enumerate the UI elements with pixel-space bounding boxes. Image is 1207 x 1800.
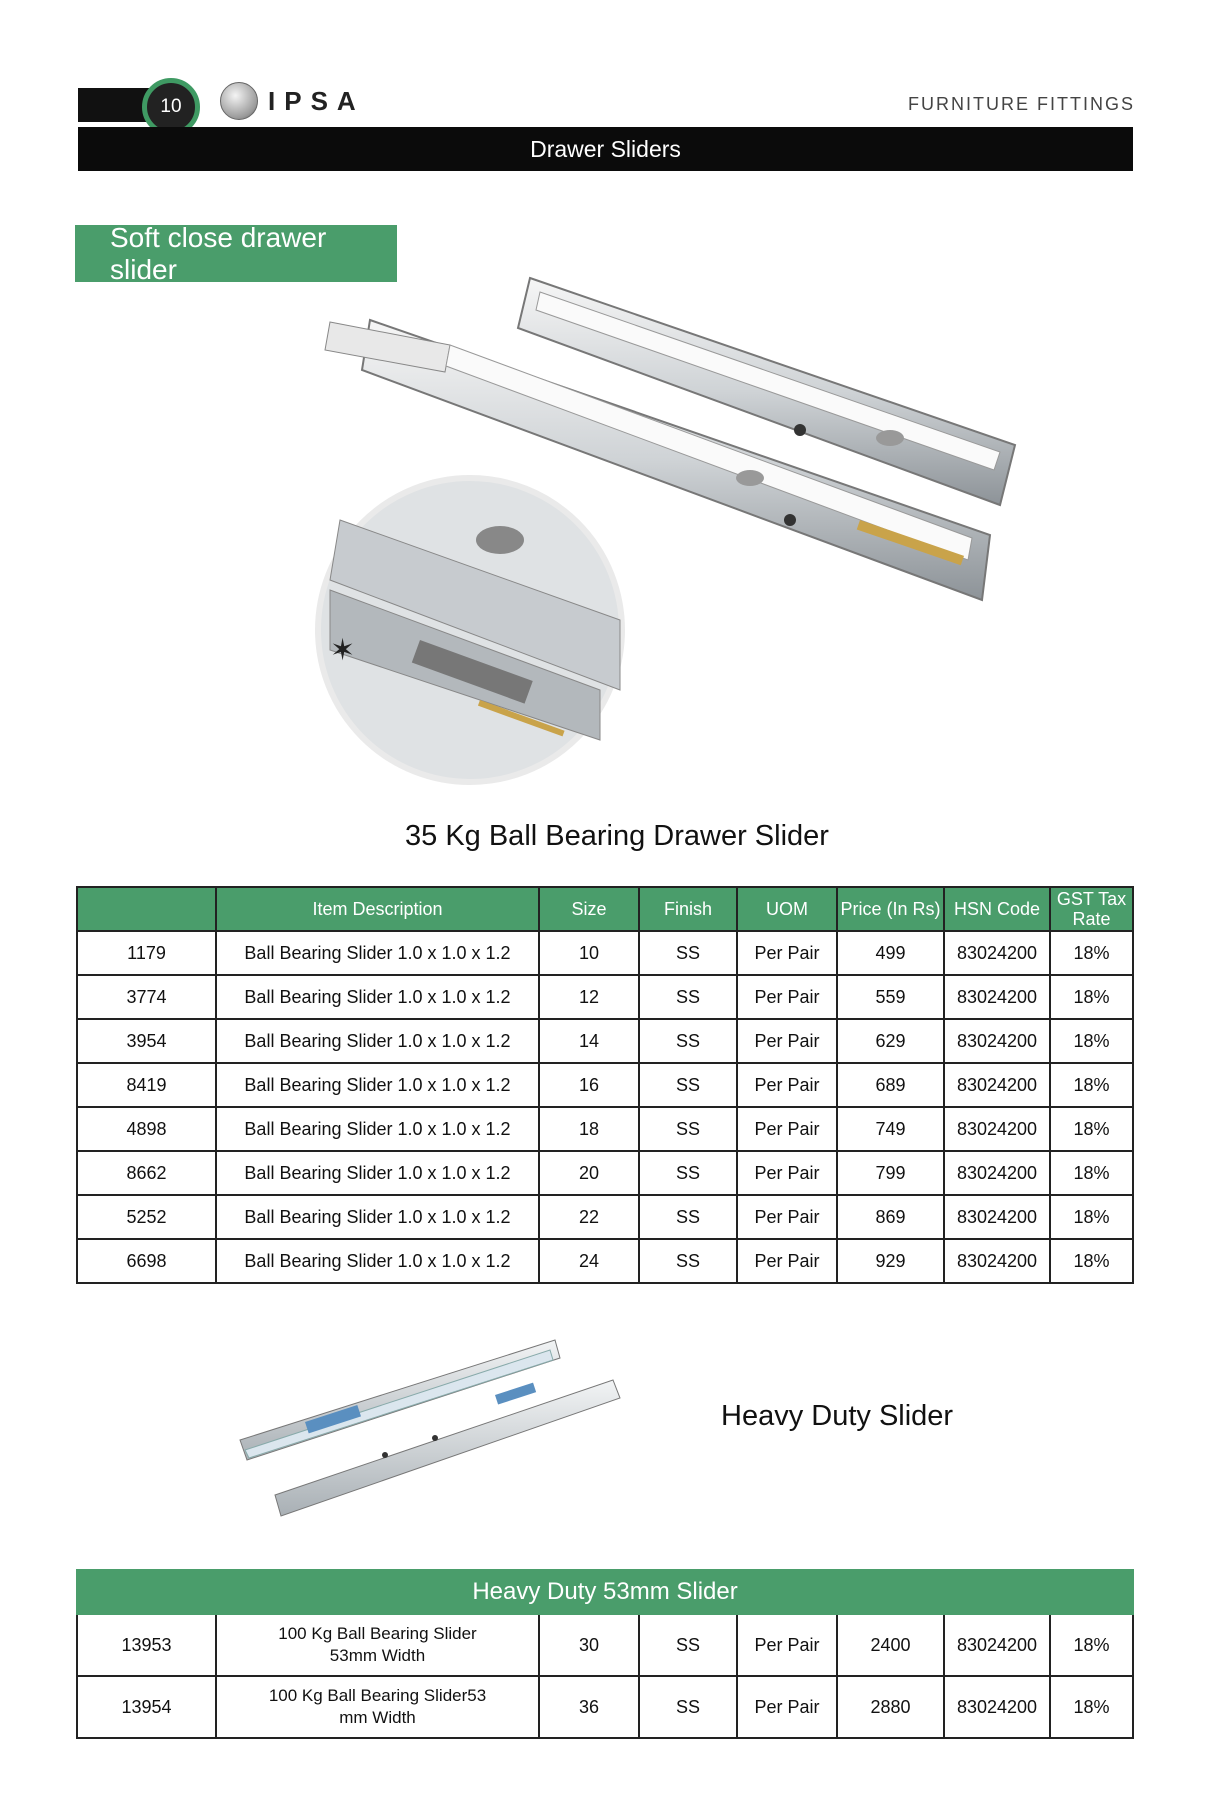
- cell-finish: SS: [639, 1239, 737, 1283]
- product1-title: 35 Kg Ball Bearing Drawer Slider: [405, 820, 829, 852]
- cell-size: 18: [539, 1107, 639, 1151]
- cell-finish: SS: [639, 1614, 737, 1676]
- table-row: [77, 975, 1133, 1019]
- cell-size: 12: [539, 975, 639, 1019]
- cell-desc: Ball Bearing Slider 1.0 x 1.0 x 1.2: [216, 1195, 539, 1239]
- cell-uom: Per Pair: [737, 975, 837, 1019]
- cell-gst: 18%: [1050, 1019, 1133, 1063]
- heavy-duty-table-title: Heavy Duty 53mm Slider: [77, 1570, 1133, 1614]
- cell-gst: 18%: [1050, 1614, 1133, 1676]
- svg-text:✶: ✶: [330, 633, 356, 668]
- col-header-description: Item Description: [216, 887, 539, 931]
- cell-hsn: 83024200: [944, 1676, 1050, 1738]
- col-header-price: Price (In Rs): [837, 887, 944, 931]
- table-row: [77, 1614, 1133, 1676]
- table-row: [77, 1195, 1133, 1239]
- table-row: [77, 1151, 1133, 1195]
- cell-price: 929: [837, 1239, 944, 1283]
- cell-code: 4898: [77, 1107, 216, 1151]
- cell-code: 8662: [77, 1151, 216, 1195]
- product2-title: Heavy Duty Slider: [721, 1400, 954, 1432]
- cell-gst: 18%: [1050, 1676, 1133, 1738]
- cell-gst: 18%: [1050, 1239, 1133, 1283]
- cell-price: 2880: [837, 1676, 944, 1738]
- table-row: [77, 931, 1133, 975]
- cell-price: 869: [837, 1195, 944, 1239]
- desc-line-2: 53mm Width: [329, 1646, 426, 1665]
- cell-code: 8419: [77, 1063, 216, 1107]
- cell-desc: [216, 1614, 539, 1676]
- soft-close-slider-image: [300, 270, 1020, 790]
- cell-size: 16: [539, 1063, 639, 1107]
- cell-uom: Per Pair: [737, 1195, 837, 1239]
- cell-price: 559: [837, 975, 944, 1019]
- col-header-code: [77, 887, 216, 931]
- col-header-finish: Finish: [639, 887, 737, 931]
- cell-hsn: 83024200: [944, 1107, 1050, 1151]
- cell-hsn: 83024200: [944, 1614, 1050, 1676]
- cell-hsn: 83024200: [944, 931, 1050, 975]
- cell-desc: [216, 1676, 539, 1738]
- cell-gst: 18%: [1050, 975, 1133, 1019]
- cell-hsn: 83024200: [944, 1063, 1050, 1107]
- soft-close-price-table: [76, 886, 1134, 1284]
- cell-code: 1179: [77, 931, 216, 975]
- cell-size: 24: [539, 1239, 639, 1283]
- cell-code: 3774: [77, 975, 216, 1019]
- col-header-uom: UOM: [737, 887, 837, 931]
- heavy-duty-price-table: [76, 1569, 1134, 1739]
- table-row: [77, 1107, 1133, 1151]
- cell-desc: Ball Bearing Slider 1.0 x 1.0 x 1.2: [216, 1151, 539, 1195]
- cell-price: 749: [837, 1107, 944, 1151]
- cell-code: 6698: [77, 1239, 216, 1283]
- cell-hsn: 83024200: [944, 1151, 1050, 1195]
- category-badge: Soft close drawer slider: [75, 225, 397, 282]
- heavy-duty-slider-image: [235, 1330, 635, 1540]
- cell-size: 20: [539, 1151, 639, 1195]
- cell-hsn: 83024200: [944, 1019, 1050, 1063]
- cell-code: 5252: [77, 1195, 216, 1239]
- cell-finish: SS: [639, 1676, 737, 1738]
- cell-size: 36: [539, 1676, 639, 1738]
- cell-uom: Per Pair: [737, 1063, 837, 1107]
- desc-line-1: 100 Kg Ball Bearing Slider53: [268, 1686, 487, 1705]
- cell-gst: 18%: [1050, 1107, 1133, 1151]
- cell-finish: SS: [639, 975, 737, 1019]
- cell-gst: 18%: [1050, 1151, 1133, 1195]
- cell-uom: Per Pair: [737, 1151, 837, 1195]
- cell-size: 22: [539, 1195, 639, 1239]
- cell-hsn: 83024200: [944, 975, 1050, 1019]
- ipsa-logo-icon: [220, 82, 258, 120]
- cell-price: 799: [837, 1151, 944, 1195]
- cell-price: 2400: [837, 1614, 944, 1676]
- cell-desc: Ball Bearing Slider 1.0 x 1.0 x 1.2: [216, 931, 539, 975]
- page-number: 10: [142, 78, 200, 136]
- table-header-row: [77, 887, 1133, 931]
- cell-uom: Per Pair: [737, 1239, 837, 1283]
- cell-price: 499: [837, 931, 944, 975]
- cell-hsn: 83024200: [944, 1195, 1050, 1239]
- cell-finish: SS: [639, 1195, 737, 1239]
- col-header-size: Size: [539, 887, 639, 931]
- logo-text: IPSA: [268, 86, 365, 116]
- cell-uom: Per Pair: [737, 1019, 837, 1063]
- cell-code: 13953: [77, 1614, 216, 1676]
- desc-line-1: 100 Kg Ball Bearing Slider: [278, 1624, 477, 1643]
- table-row: [77, 1019, 1133, 1063]
- cell-code: 3954: [77, 1019, 216, 1063]
- col-header-gst: GST Tax Rate: [1050, 887, 1133, 931]
- page-title: Drawer Sliders: [78, 127, 1133, 171]
- cell-size: 30: [539, 1614, 639, 1676]
- cell-finish: SS: [639, 931, 737, 975]
- cell-desc: Ball Bearing Slider 1.0 x 1.0 x 1.2: [216, 1063, 539, 1107]
- cell-desc: Ball Bearing Slider 1.0 x 1.0 x 1.2: [216, 975, 539, 1019]
- cell-uom: Per Pair: [737, 1107, 837, 1151]
- cell-price: 689: [837, 1063, 944, 1107]
- cell-code: 13954: [77, 1676, 216, 1738]
- cell-uom: Per Pair: [737, 1676, 837, 1738]
- cell-price: 629: [837, 1019, 944, 1063]
- cell-finish: SS: [639, 1151, 737, 1195]
- cell-size: 10: [539, 931, 639, 975]
- col-header-hsn: HSN Code: [944, 887, 1050, 931]
- cell-desc: Ball Bearing Slider 1.0 x 1.0 x 1.2: [216, 1019, 539, 1063]
- cell-finish: SS: [639, 1063, 737, 1107]
- cell-finish: SS: [639, 1019, 737, 1063]
- cell-finish: SS: [639, 1107, 737, 1151]
- cell-uom: Per Pair: [737, 931, 837, 975]
- cell-desc: Ball Bearing Slider 1.0 x 1.0 x 1.2: [216, 1107, 539, 1151]
- section-label: FURNITURE FITTINGS: [908, 94, 1135, 114]
- cell-size: 14: [539, 1019, 639, 1063]
- cell-gst: 18%: [1050, 1195, 1133, 1239]
- cell-uom: Per Pair: [737, 1614, 837, 1676]
- desc-line-2: mm Width: [339, 1708, 416, 1727]
- cell-gst: 18%: [1050, 931, 1133, 975]
- table-row: [77, 1239, 1133, 1283]
- cell-gst: 18%: [1050, 1063, 1133, 1107]
- table-row: [77, 1676, 1133, 1738]
- table-row: [77, 1063, 1133, 1107]
- cell-hsn: 83024200: [944, 1239, 1050, 1283]
- cell-desc: Ball Bearing Slider 1.0 x 1.0 x 1.2: [216, 1239, 539, 1283]
